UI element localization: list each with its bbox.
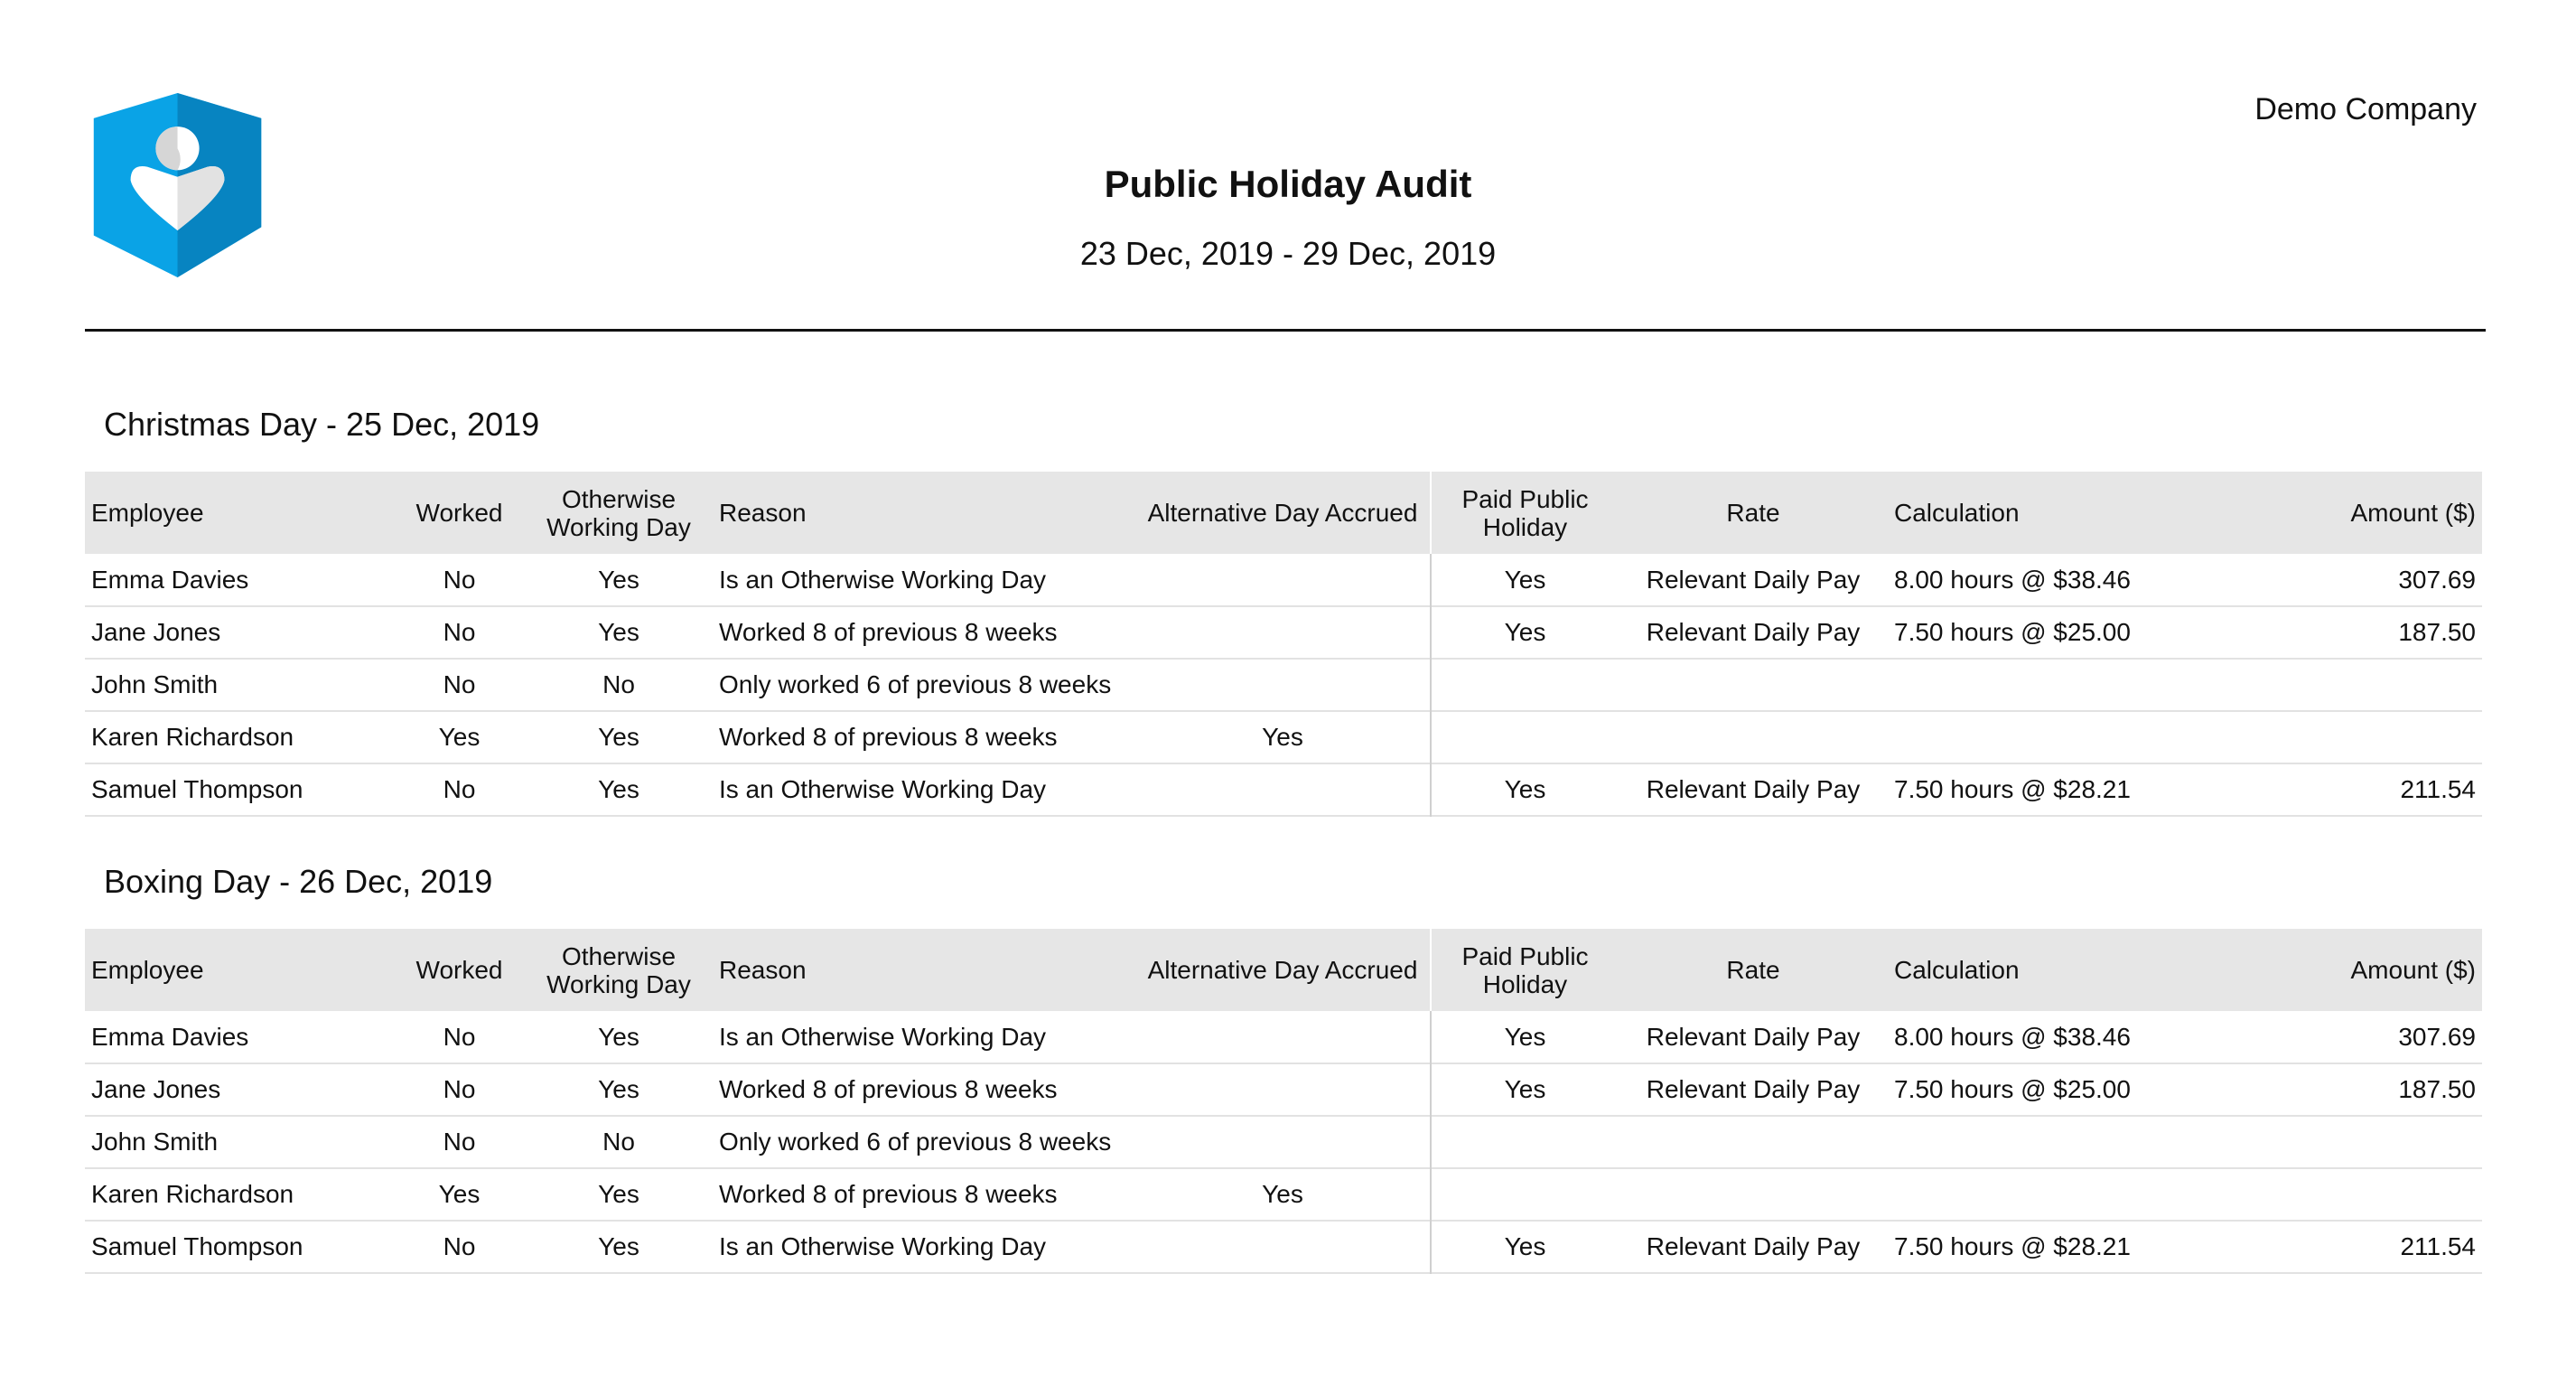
- cell-calculation: 8.00 hours @ $38.46: [1894, 1022, 2131, 1051]
- table-row: [85, 606, 2482, 659]
- cell-calculation: 7.50 hours @ $28.21: [1894, 775, 2131, 803]
- holiday-audit-table: [85, 929, 2482, 1274]
- column-header-employee: Employee: [91, 956, 204, 984]
- report-date-range: 23 Dec, 2019 - 29 Dec, 2019: [1079, 235, 1497, 272]
- cell-reason: Only worked 6 of previous 8 weeks: [719, 670, 1112, 698]
- cell-alt: [1135, 1063, 1431, 1116]
- header-divider: [85, 329, 2486, 332]
- section-title: Boxing Day - 26 Dec, 2019: [104, 863, 493, 900]
- cell-alt: [1135, 659, 1431, 711]
- cell-alt: Yes: [1262, 723, 1303, 751]
- cell-alt: [1135, 1116, 1431, 1168]
- cell-reason: Is an Otherwise Working Day: [719, 565, 1047, 594]
- cell-otherwise: Yes: [598, 1075, 639, 1103]
- cell-reason: Only worked 6 of previous 8 weeks: [719, 1128, 1112, 1156]
- cell-employee: John Smith: [91, 670, 219, 698]
- cell-calculation: 8.00 hours @ $38.46: [1894, 565, 2131, 594]
- column-header-reason: Reason: [719, 956, 807, 984]
- cell-employee: Jane Jones: [91, 618, 221, 646]
- column-header-rate: Rate: [1726, 499, 1780, 527]
- report-title: Public Holiday Audit: [1104, 163, 1472, 205]
- cell-calculation: [1888, 1116, 2280, 1168]
- cell-rate: Relevant Daily Pay: [1646, 1075, 1861, 1103]
- cell-worked: No: [443, 670, 476, 698]
- column-header-paid-public-holiday: Paid Public Holiday: [1431, 472, 1619, 554]
- cell-alt: [1135, 1011, 1431, 1063]
- cell-amount: [2280, 1168, 2482, 1221]
- cell-otherwise: Yes: [598, 618, 639, 646]
- cell-worked: No: [443, 1075, 476, 1103]
- cell-otherwise: Yes: [598, 565, 639, 594]
- cell-otherwise: Yes: [598, 775, 639, 803]
- company-name: Demo Company: [2254, 92, 2477, 126]
- cell-otherwise: No: [602, 670, 635, 698]
- cell-amount: 187.50: [2398, 618, 2476, 646]
- section-boxing-day: [85, 863, 2482, 1274]
- cell-reason: Is an Otherwise Working Day: [719, 1022, 1047, 1051]
- cell-employee: Emma Davies: [91, 565, 249, 594]
- cell-alt: Yes: [1262, 1180, 1303, 1208]
- column-header-otherwise-working-day: Otherwise Working Day: [546, 941, 691, 998]
- cell-paid: Yes: [1431, 1063, 1619, 1116]
- cell-employee: John Smith: [91, 1128, 219, 1156]
- cell-alt: [1135, 1221, 1431, 1273]
- cell-otherwise: Yes: [598, 1232, 639, 1260]
- cell-rate: Relevant Daily Pay: [1646, 1022, 1861, 1051]
- cell-amount: 211.54: [2400, 775, 2476, 803]
- column-header-calculation: Calculation: [1894, 956, 2020, 984]
- cell-paid: [1431, 1116, 1619, 1168]
- cell-paid: Yes: [1431, 1011, 1619, 1063]
- cell-reason: Worked 8 of previous 8 weeks: [719, 618, 1058, 646]
- cell-rate: [1619, 1116, 1888, 1168]
- cell-worked: No: [443, 565, 476, 594]
- cell-rate: Relevant Daily Pay: [1646, 1232, 1861, 1260]
- cell-otherwise: Yes: [598, 1022, 639, 1051]
- table-header-row: [85, 929, 2482, 1011]
- cell-reason: Is an Otherwise Working Day: [719, 1232, 1047, 1260]
- table-row: [85, 711, 2482, 763]
- column-header-calculation: Calculation: [1894, 499, 2020, 527]
- table-row: [85, 554, 2482, 606]
- cell-reason: Worked 8 of previous 8 weeks: [719, 1075, 1058, 1103]
- cell-paid: Yes: [1431, 763, 1619, 816]
- holiday-audit-table: [85, 472, 2482, 817]
- table-row: [85, 1011, 2482, 1063]
- cell-employee: Samuel Thompson: [91, 775, 303, 803]
- cell-rate: [1619, 1168, 1888, 1221]
- cell-calculation: [1888, 711, 2280, 763]
- column-header-alternative-day-accrued: Alternative Day Accrued: [1147, 499, 1418, 527]
- cell-otherwise: Yes: [598, 723, 639, 751]
- cell-alt: [1135, 763, 1431, 816]
- table-row: [85, 1221, 2482, 1273]
- column-header-worked: Worked: [415, 956, 503, 984]
- table-header-row: [85, 472, 2482, 554]
- cell-rate: [1619, 711, 1888, 763]
- section-title: Christmas Day - 25 Dec, 2019: [104, 406, 540, 443]
- column-header-alternative-day-accrued: Alternative Day Accrued: [1147, 956, 1418, 984]
- cell-paid: [1431, 711, 1619, 763]
- table-row: [85, 763, 2482, 816]
- cell-worked: Yes: [438, 723, 481, 751]
- column-header-amount: Amount ($): [2350, 499, 2476, 527]
- column-header-otherwise-working-day: Otherwise Working Day: [546, 484, 691, 541]
- column-header-amount: Amount ($): [2350, 956, 2476, 984]
- cell-amount: [2280, 659, 2482, 711]
- cell-amount: 211.54: [2400, 1232, 2476, 1260]
- column-header-rate: Rate: [1726, 956, 1780, 984]
- column-header-reason: Reason: [719, 499, 807, 527]
- cell-worked: No: [443, 618, 476, 646]
- cell-employee: Jane Jones: [91, 1075, 221, 1103]
- cell-worked: Yes: [438, 1180, 481, 1208]
- cell-paid: Yes: [1431, 1221, 1619, 1273]
- cell-reason: Worked 8 of previous 8 weeks: [719, 1180, 1058, 1208]
- section-christmas-day: [85, 408, 2482, 817]
- cell-paid: [1431, 659, 1619, 711]
- cell-paid: Yes: [1431, 554, 1619, 606]
- cell-employee: Emma Davies: [91, 1022, 249, 1051]
- cell-calculation: 7.50 hours @ $25.00: [1894, 1075, 2131, 1103]
- cell-employee: Samuel Thompson: [91, 1232, 303, 1260]
- cell-worked: No: [443, 775, 476, 803]
- cell-calculation: [1888, 659, 2280, 711]
- column-header-worked: Worked: [415, 499, 503, 527]
- cell-rate: Relevant Daily Pay: [1646, 565, 1861, 594]
- cell-worked: No: [443, 1022, 476, 1051]
- cell-amount: 187.50: [2398, 1075, 2476, 1103]
- cell-reason: Is an Otherwise Working Day: [719, 775, 1047, 803]
- table-row: [85, 1063, 2482, 1116]
- cell-reason: Worked 8 of previous 8 weeks: [719, 723, 1058, 751]
- cell-paid: Yes: [1431, 606, 1619, 659]
- cell-paid: [1431, 1168, 1619, 1221]
- cell-amount: [2280, 1116, 2482, 1168]
- cell-otherwise: No: [602, 1128, 635, 1156]
- cell-amount: [2280, 711, 2482, 763]
- cell-employee: Karen Richardson: [91, 1180, 294, 1208]
- table-row: [85, 1116, 2482, 1168]
- cell-amount: 307.69: [2398, 565, 2476, 594]
- cell-alt: [1135, 606, 1431, 659]
- table-row: [85, 1168, 2482, 1221]
- cell-calculation: 7.50 hours @ $28.21: [1894, 1232, 2131, 1260]
- cell-amount: 307.69: [2398, 1022, 2476, 1051]
- cell-rate: Relevant Daily Pay: [1646, 618, 1861, 646]
- cell-worked: No: [443, 1232, 476, 1260]
- cell-calculation: 7.50 hours @ $25.00: [1894, 618, 2131, 646]
- cell-rate: [1619, 659, 1888, 711]
- column-header-paid-public-holiday: Paid Public Holiday: [1431, 929, 1619, 1011]
- table-row: [85, 659, 2482, 711]
- cell-worked: No: [443, 1128, 476, 1156]
- cell-calculation: [1888, 1168, 2280, 1221]
- cell-otherwise: Yes: [598, 1180, 639, 1208]
- cell-rate: Relevant Daily Pay: [1646, 775, 1861, 803]
- column-header-employee: Employee: [91, 499, 204, 527]
- cell-employee: Karen Richardson: [91, 723, 294, 751]
- cell-alt: [1135, 554, 1431, 606]
